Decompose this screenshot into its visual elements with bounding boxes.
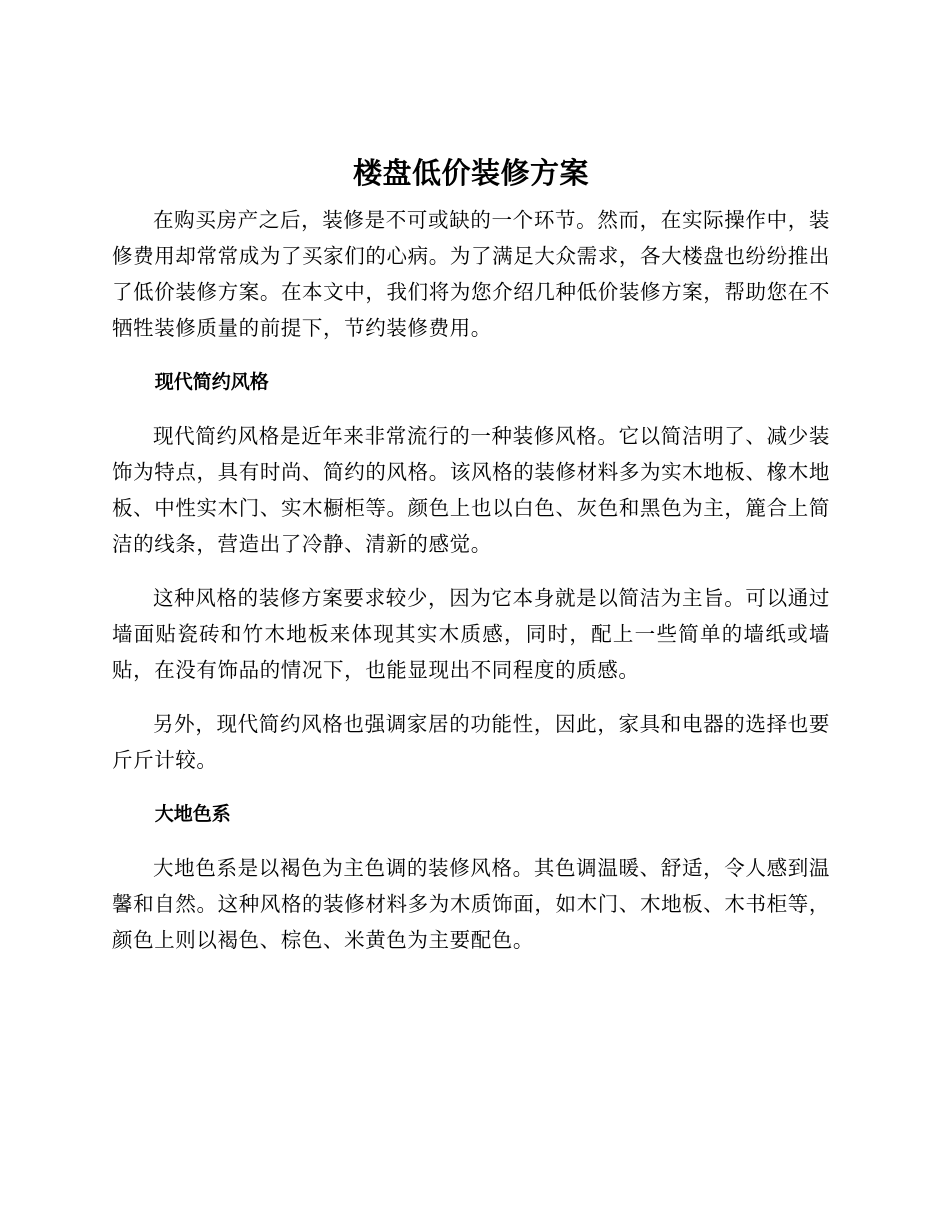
- section-heading-earth-tones: 大地色系: [154, 803, 231, 825]
- section-heading-modern-minimalist: 现代简约风格: [154, 371, 269, 393]
- paragraph: 另外，现代简约风格也强调家居的功能性，因此，家具和电器的选择也要斤斤计较。: [112, 712, 830, 772]
- paragraph: 这种风格的装修方案要求较少，因为它本身就是以简洁为主旨。可以通过墙面贴瓷砖和竹木地板来体现其实木质感，同时，配上一些简单的墙纸或墙贴，在没有饰品的情况下，也能显现出不同程度的质感。: [112, 586, 830, 682]
- paragraph: 大地色系是以褐色为主色调的装修风格。其色调温暖、舒适，令人感到温馨和自然。这种风格的装修材料多为木质饰面，如木门、木地板、木书柜等，颜色上则以褐色、棕色、米黄色为主要配色。: [112, 856, 830, 952]
- paragraph: 现代简约风格是近年来非常流行的一种装修风格。它以简洁明了、减少装饰为特点，具有时尚、简约的风格。该风格的装修材料多为实木地板、橡木地板、中性实木门、实木橱柜等。颜色上也以白色、灰色和黑色为主，簏合上简洁的线条，营造出了冷静、清新的感觉。: [112, 424, 830, 556]
- document-page: [112, 150, 830, 976]
- intro-paragraph: 在购买房产之后，装修是不可或缺的一个环节。然而，在实际操作中，装修费用却常常成为了买家们的心病。为了满足大众需求，各大楼盘也纷纷推出了低价装修方案。在本文中，我们将为您介绍几种低价装修方案，帮助您在不牺牲装修质量的前提下，节约装修费用。: [112, 208, 830, 340]
- document-title: 楼盘低价装修方案: [352, 156, 589, 190]
